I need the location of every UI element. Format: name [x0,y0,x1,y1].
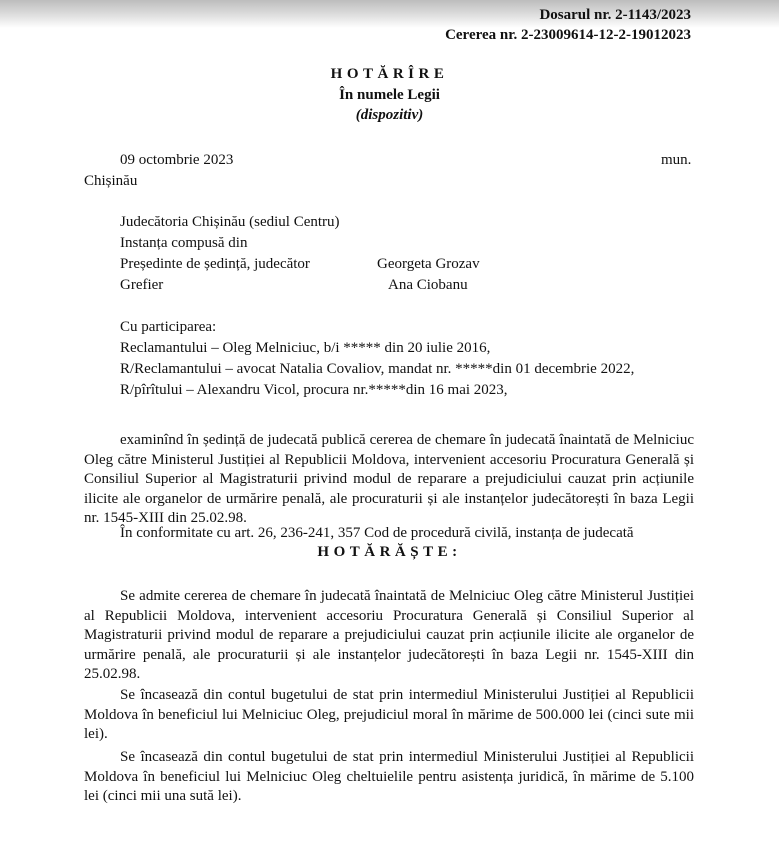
decides-text: HOTĂRĂȘTE: [317,544,462,560]
title-note: (dispozitiv) [355,107,424,123]
participant-item: Reclamantului – Oleg Melniciuc, b/i ***** din 20 iulie 2016, [120,340,491,356]
court-composed-label: Instanța compusă din [120,235,248,251]
decision-text: Se încasează din contul bugetului de stat prin intermediul Ministerului Justiției al Republicii Moldova în beneficiul lui Melniciuc Oleg cheltuielile pentru asistența juridică, în mărime de 5.100 lei (cinci mii una sută lei). [84,749,694,805]
document-title [0,66,779,83]
participant-item: R/pîrîtului – Alexandru Vicol, procura nr.*****din 16 mai 2023, [120,382,508,398]
request-number: Cererea nr. 2-23009614-12-2-19012023 [445,27,691,43]
decision-paragraph [84,686,694,745]
examination-text: examinînd în ședință de judecată publică cererea de chemare în judecată înaintată de Melniciuc Oleg către Ministerul Justiției al Republicii Moldova, intervenient accesoriu Procuratura Generală și Consiliul Superior al Magistraturii privind modul de reparare a prejudiciului cauzat prin acțiunile ilicite ale organelor de urmărire penală, ale procuraturii și ale instanțelor judecătorești în baza Legii nr. 1545-XIII din 25.02.98. [84,432,694,527]
decision-text: Se încasează din contul bugetului de stat prin intermediul Ministerului Justiției al Republicii Moldova în beneficiul lui Melniciuc Oleg, prejudiciul moral în mărime de 500.000 lei (cinci sute mii lei). [84,687,694,743]
decision-paragraph [84,587,694,685]
title-subtitle: În numele Legii [339,87,440,103]
place-prefix: mun. [661,152,692,168]
title-main: HOTĂRÎRE [330,66,449,82]
participant-item: R/Reclamantului – avocat Natalia Covaliov, mandat nr. *****din 01 decembrie 2022, [120,361,635,377]
decision-date: 09 octombrie 2023 [120,152,234,168]
place-name: Chișinău [84,173,138,189]
participants-label: Cu participarea: [120,319,217,335]
decision-paragraph [84,748,694,807]
court-name: Judecătoria Chișinău (sediul Centru) [120,214,340,230]
member-name: Georgeta Grozav [377,256,480,272]
decision-text: Se admite cererea de chemare în judecată înaintată de Melniciuc Oleg către Ministerul Justiției al Republicii Moldova, intervenient accesoriu Procuratura Generală și Consiliul Superior al Magistraturii privind modul de reparare a prejudiciului cauzat prin acțiunile ilicite ale organelor de urmărire penală, ale procuraturii și ale instanțelor judecătorești în baza Legii nr. 1545-XIII din 25.02.98. [84,588,694,683]
examination-paragraph [84,431,694,529]
conformity-text: În conformitate cu art. 26, 236-241, 357 Cod de procedură civilă, instanța de judecată [120,525,634,541]
case-number: Dosarul nr. 2-1143/2023 [539,7,691,23]
member-name: Ana Ciobanu [388,277,468,293]
decides-heading [0,544,779,561]
member-role: Președinte de ședință, judecător [120,256,310,272]
member-role: Grefier [120,277,164,293]
